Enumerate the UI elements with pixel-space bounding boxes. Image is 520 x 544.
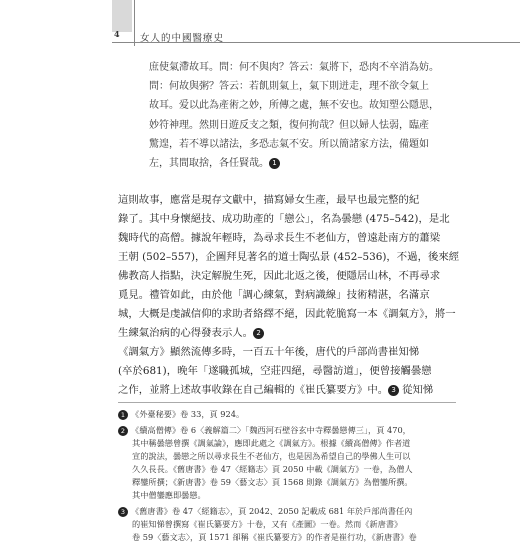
body-line: 錄了。其中身懷絕技、成功助產的「戀公」，名為曇戀 (475–542)，是北 — [118, 213, 450, 225]
quote-line — [149, 154, 454, 173]
body-line: 覓見。禮管如此，由於他「調心練氣，對病識線」技術精湛，名滿京 — [118, 289, 430, 301]
footnote-text: 其中稱曇戀曾撰《調氣論》，應即此處之《調氣方》。根據《續高僧傳》作者道 — [132, 438, 411, 448]
body-line: 這則故事，應當是現存文獻中，描寫婦女生產，最早也最完整的紀 — [118, 194, 420, 206]
quote-line: 庶使氣滯故耳。問：何不與肉？答云：氣將下，恐肉不卒消為妨。 — [149, 62, 439, 73]
running-title: 女人的中國醫療史 — [140, 33, 225, 44]
body-line: 《調氣方》顯然流傳多時，一百五十年後，唐代的戶部尚書崔知悌 — [118, 346, 420, 358]
footnote-separator — [118, 402, 456, 403]
footnote-marker-2: 2 — [253, 328, 264, 339]
footnote-marker-1: 1 — [269, 158, 280, 169]
quote-line: 問：何故與粥？答云：若飢則氣上，氣下則迸走，理不欲令氣上 — [149, 81, 429, 93]
body-line — [118, 324, 456, 343]
body-line-text: 生練氣治病的心得發表示人。 — [118, 327, 254, 339]
body-text — [118, 191, 460, 400]
footnote-number: 1 — [118, 410, 128, 420]
footnote-text: 《外臺秘要》卷 33，頁 924。 — [131, 409, 245, 419]
footnote-3 — [118, 505, 458, 544]
footnote-text: 的崔知悌曾撰寫《崔氏纂要方》十卷，又有《產圖》一卷。然而《新唐書》 — [132, 519, 403, 529]
body-line: 魏時代的高僧。據說年輕時，為尋求長生不老仙方，曾遠赴南方的蕭梁 — [118, 232, 441, 244]
footnote-text: 其中僧鑾應即曇戀。 — [132, 490, 206, 500]
footnote-text: 《續高僧傳》卷 6〈義解篇二〉「魏西河石壁谷玄中寺釋曇戀傳三」，頁 470， — [131, 425, 411, 435]
page-number: 4 — [114, 29, 120, 39]
quote-line: 驚遑，若不導以諸法，多恐志氣不安。所以簡諸家方法，備題如 — [149, 138, 429, 150]
footnote-text: 卷 59〈藝文志〉，頁 1571 卻稱《崔氏纂要方》的作者是崔行功，《新唐書》卷 — [132, 532, 417, 542]
footnote-number: 2 — [118, 426, 128, 436]
quote-line-text: 左，其間取捨，各任賢哉。 — [149, 158, 269, 170]
body-line-text: 之作，並將上述故事收錄在自己編輯的《崔氏纂要方》中。 — [118, 384, 389, 396]
footnote-2 — [118, 424, 458, 502]
header-decoration-square — [112, 0, 132, 32]
footnote-text: 釋鑾所撰；《新唐書》卷 59〈藝文志〉頁 1568 則錄《調氣方》為僧鑾所撰。 — [132, 477, 413, 487]
body-line-tail: 從知悌 — [402, 384, 434, 396]
body-line: 城，大概是虔誠信仰的求助者絡繹不絕，因此乾脆寫一本《調氣方》，將一 — [118, 308, 456, 320]
footnote-marker-3: 3 — [388, 385, 399, 396]
footnotes — [118, 408, 458, 544]
footnote-text: 久久長長。《舊唐書》卷 47〈經籍志〉頁 2050 中載《調氣方》一卷，為僧人 — [132, 464, 413, 474]
quote-line: 妙符神理。然則日遊反支之類，復何拘哉？但以婦人怯弱，臨產 — [149, 119, 429, 131]
quotation-block — [149, 58, 454, 173]
footnote-text: 《舊唐書》卷 47〈經籍志〉，頁 2042、2050 記載成 681 年於戶部尚書任內 — [131, 506, 413, 516]
body-line — [118, 381, 456, 400]
footnote-number: 3 — [118, 507, 128, 517]
footnote-text: 宣的說法，曇戀之所以尋求長生不老仙方，也是因為希望自己的學佛人生可以 — [132, 451, 411, 461]
quote-line: 故耳。爱以此為產術之妙，所傳之處，無不安也。故知塑公隱思， — [149, 100, 439, 112]
header-vertical-rule — [134, 0, 135, 46]
body-line: 王朝 (502–557)，企圖拜見著名的道士陶弘景 (452–536)，不過，後來經 — [118, 251, 460, 263]
footnote-1 — [118, 408, 458, 421]
body-line: 佛教高人指點，決定解脫生死，因此北返之後，便隱居山林，不再尋求 — [118, 270, 441, 282]
body-line: (卒於681)，晚年「遂職孤城，空莊四絕，尋醫訪道」，便曾接觸曇戀 — [118, 365, 432, 377]
